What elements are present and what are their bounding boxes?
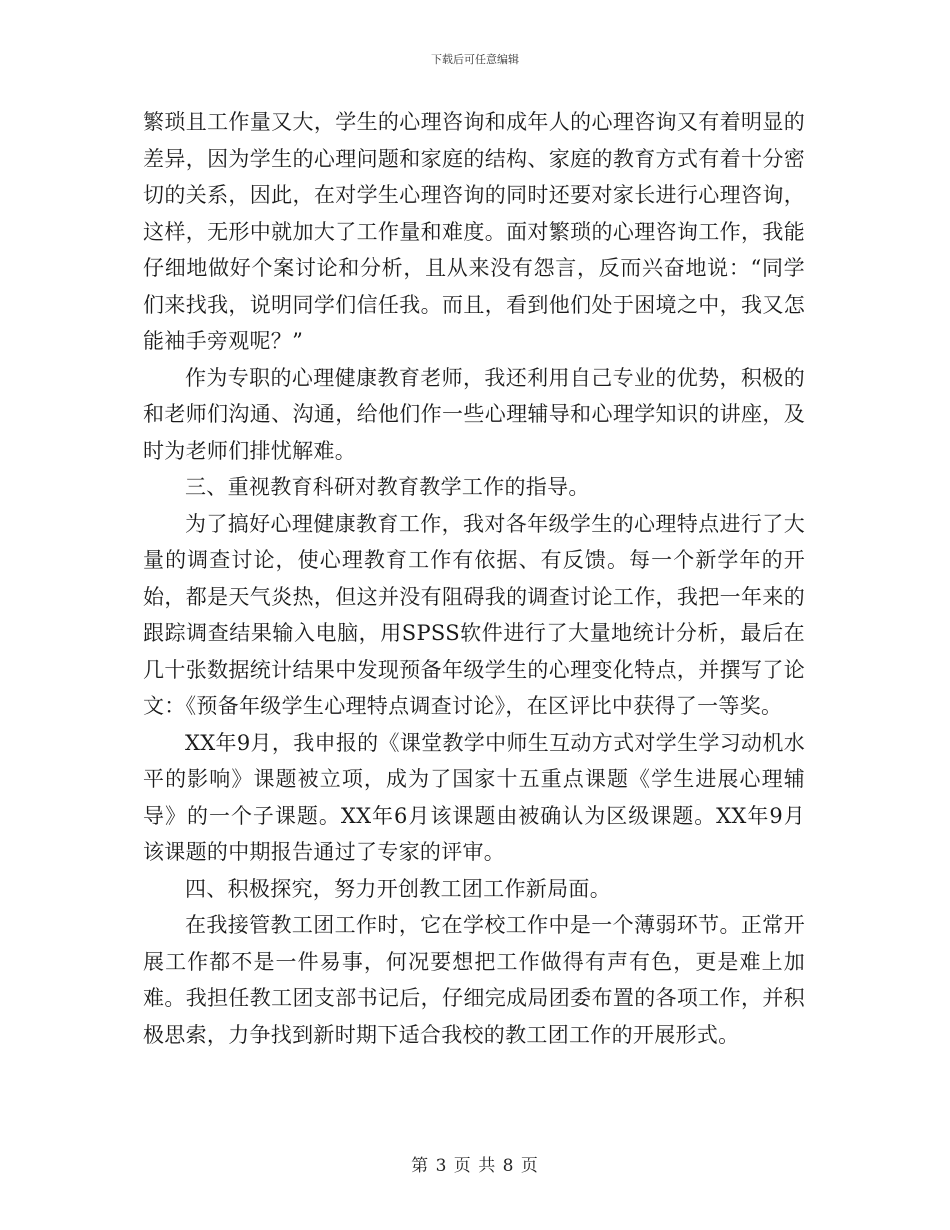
- paragraph: XX年9月，我申报的《课堂教学中师生互动方式对学生学习动机水平的影响》课题被立项，成为了国家十五重点课题《学生进展心理辅导》的一个子课题。XX年6月该课题由被确认为区级课题。XX年9月该课题的中期报告通过了专家的评审。: [143, 730, 805, 864]
- page-number: 第 3 页 共 8 页: [411, 1156, 539, 1176]
- section-heading: 三、重视教育科研对教育教学工作的指导。: [185, 475, 590, 499]
- page-header: 下载后可任意编辑: [431, 53, 519, 66]
- section-heading: 四、积极探究，努力开创教工团工作新局面。: [185, 876, 611, 901]
- paragraph: 为了搞好心理健康教育工作，我对各年级学生的心理特点进行了大量的调查讨论，使心理教育工作有依据、有反馈。每一个新学年的开始，都是天气炎热，但这并没有阻碍我的调查讨论工作，我把一年来的跟踪调查结果输入电脑，用SPSS软件进行了大量地统计分析，最后在几十张数据统计结果中发现预备年级学生的心理变化特点，并撰写了论文：《预备年级学生心理特点调查讨论》，在区评比中获得了一等奖。: [143, 511, 805, 718]
- paragraph: 作为专职的心理健康教育老师，我还利用自己专业的优势，积极的和老师们沟通、沟通，给他们作一些心理辅导和心理学知识的讲座，及时为老师们排忧解难。: [143, 365, 805, 463]
- paragraph: 在我接管教工团工作时，它在学校工作中是一个薄弱环节。正常开展工作都不是一件易事，何况要想把工作做得有声有色，更是难上加难。我担任教工团支部书记后，仔细完成局团委布置的各项工作，并积极思索，力争找到新时期下适合我校的教工团工作的开展形式。: [143, 913, 805, 1047]
- paragraph: 繁琐且工作量又大，学生的心理咨询和成年人的心理咨询又有着明显的差异，因为学生的心理问题和家庭的结构、家庭的教育方式有着十分密切的关系，因此，在对学生心理咨询的同时还要对家长进行心理咨询，这样，无形中就加大了工作量和难度。面对繁琐的心理咨询工作，我能仔细地做好个案讨论和分析，且从来没有怨言，反而兴奋地说：“同学们来找我，说明同学们信任我。而且，看到他们处于困境之中，我又怎能袖手旁观呢？”: [143, 110, 805, 353]
- document-body: [143, 104, 805, 1053]
